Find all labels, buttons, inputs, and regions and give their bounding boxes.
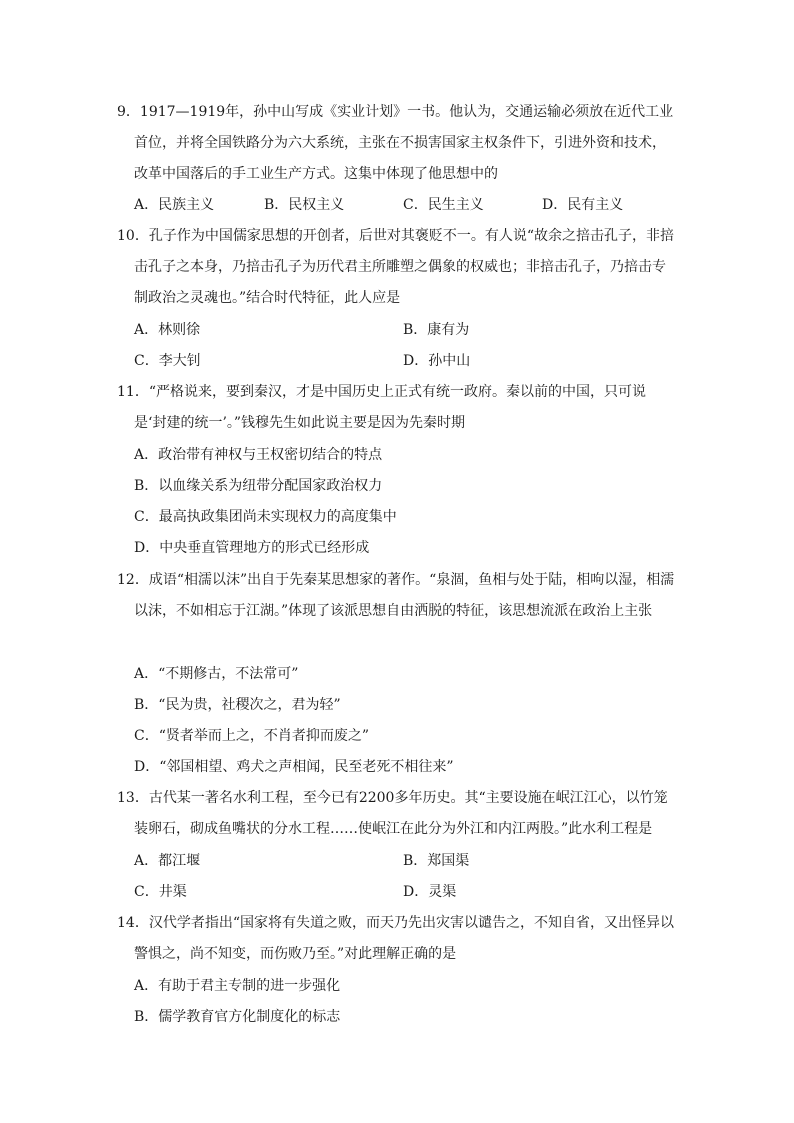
- option-a: A．民族主义: [134, 197, 215, 213]
- option-a: A．都江堰: [134, 853, 201, 869]
- question-stem: 古代某一著名水利工程，至今已有2200多年历史。其“主要设施在岷江江心，以竹笼装卵石，砌成鱼嘴状的分水工程……使岷江在此分为外江和内江两股。”此水利工程是: [134, 790, 668, 837]
- question-11: [117, 377, 677, 439]
- question-stem: “严格说来，要到秦汉，才是中国历史上正式有统一政府。秦以前的中国，只可说是‘封建的统一’。”钱穆先生如此说主要是因为先秦时期: [134, 384, 646, 431]
- option-c: C．民生主义: [403, 197, 484, 213]
- question-10: [117, 221, 677, 314]
- question-number: 10．: [117, 228, 149, 244]
- option-c: C．最高执政集团尚未实现权力的高度集中: [134, 509, 397, 525]
- option-d: D．孙中山: [403, 353, 471, 369]
- option-c: C．“贤者举而上之，不肖者抑而废之”: [134, 728, 370, 744]
- option-a: A．林则徐: [134, 322, 201, 338]
- question-14: [117, 908, 677, 970]
- question-number: 14．: [117, 915, 149, 931]
- option-b: B．以血缘关系为纽带分配国家政治权力: [134, 478, 383, 494]
- option-d: D．中央垂直管理地方的形式已经形成: [134, 540, 370, 556]
- option-c: C．李大钊: [134, 353, 201, 369]
- question-9: [117, 97, 677, 190]
- option-b: B．“民为贵，社稷次之，君为轻”: [134, 697, 341, 713]
- option-b: B．康有为: [403, 322, 470, 338]
- question-12: [117, 565, 677, 627]
- question-stem: 1917—1919年，孙中山写成《实业计划》一书。他认为，交通运输必须放在近代工业首位，并将全国铁路分为六大系统，主张在不损害国家主权条件下，引进外资和技术，改革中国落后的手工业生产方式。这集中体现了他思想中的: [134, 104, 674, 182]
- option-a: A．有助于君主专制的进一步强化: [134, 978, 341, 994]
- question-stem: 成语“相濡以沫”出自于先秦某思想家的著作。“泉涸，鱼相与处于陆，相呴以湿，相濡以沫，不如相忘于江湖。”体现了该派思想自由洒脱的特征，该思想流派在政治上主张: [134, 572, 675, 619]
- question-number: 9．: [117, 104, 140, 120]
- option-c: C．井渠: [134, 884, 187, 900]
- option-d: D．“邻国相望、鸡犬之声相闻，民至老死不相往来”: [134, 759, 454, 775]
- option-b: B．郑国渠: [403, 853, 470, 869]
- question-stem: 孔子作为中国儒家思想的开创者，后世对其褒贬不一。有人说“故余之掊击孔子，非掊击孔子之本身，乃掊击孔子为历代君主所雕塑之偶象的权威也；非掊击孔子，乃掊击专制政治之灵魂也。”结合时代特征，此人应是: [134, 228, 674, 306]
- question-number: 11．: [117, 384, 149, 400]
- question-number: 13．: [117, 790, 149, 806]
- option-d: D．灵渠: [403, 884, 457, 900]
- question-number: 12．: [117, 572, 149, 588]
- option-b: B．儒学教育官方化制度化的标志: [134, 1009, 341, 1025]
- option-a: A．政治带有神权与王权密切结合的特点: [134, 447, 383, 463]
- option-b: B．民权主义: [264, 197, 345, 213]
- question-stem: 汉代学者指出“国家将有失道之败，而天乃先出灾害以谴告之，不知自省，又出怪异以警惧之，尚不知变，而伤败乃至。”对此理解正确的是: [134, 915, 674, 962]
- question-13: [117, 783, 677, 845]
- option-a: A．“不期修古，不法常可”: [134, 666, 299, 682]
- option-d: D．民有主义: [542, 197, 624, 213]
